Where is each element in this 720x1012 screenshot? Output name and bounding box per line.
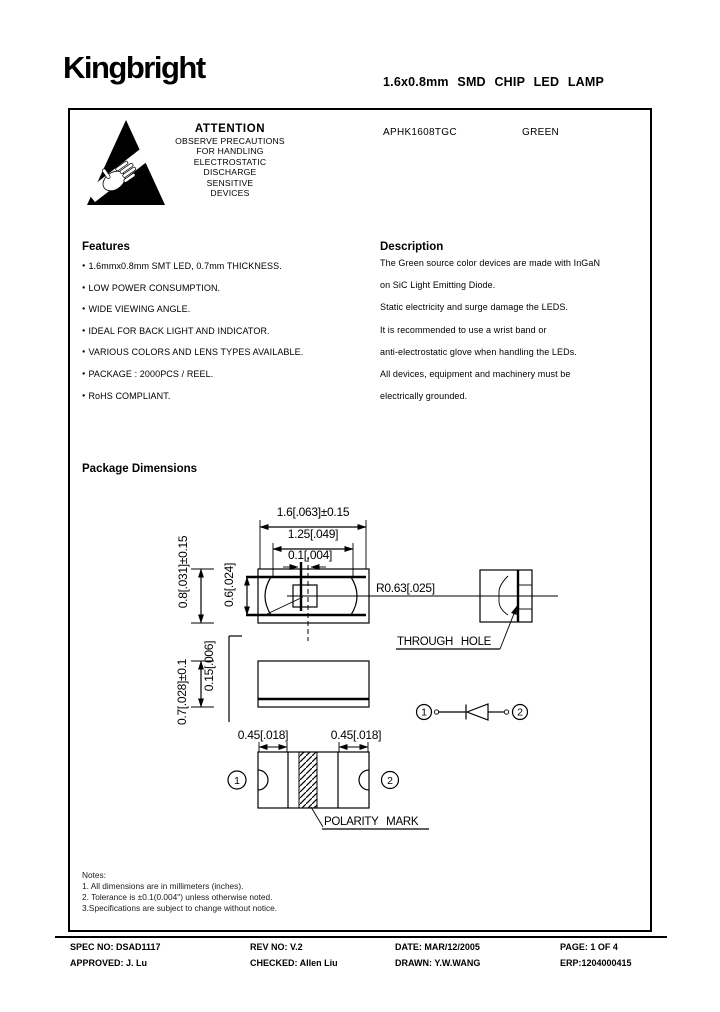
attention-line: ELECTROSTATIC [193,156,267,167]
attention-block [162,123,298,198]
pin2-label: 2 [387,775,393,787]
diode-pin2-label: 2 [517,706,523,719]
features-heading: Features [82,241,130,253]
feature-item: ● 1.6mmx0.8mm SMT LED, 0.7mm THICKNESS. [82,256,372,278]
footer-drawn: DRAWN: Y.W.WANG [395,958,481,968]
footer-divider [55,936,667,938]
feature-item: ● VARIOUS COLORS AND LENS TYPES AVAILABLE. [82,342,372,364]
polarity-hatch [299,752,317,808]
dim-inner-label: 0.6[.024] [222,562,236,608]
footer-date: DATE: MAR/12/2005 [395,942,480,952]
diode-schematic [417,704,528,720]
brand-logo: Kingbright [63,50,205,85]
dim-pad-left-label: 0.45[.018] [237,728,289,742]
features-list [82,256,372,407]
feature-item: ● WIDE VIEWING ANGLE. [82,299,372,321]
note-item: 2. Tolerance is ±0.1(0.004") unless otherwise noted. [82,892,273,902]
footer-rev-no: REV NO: V.2 [250,942,303,952]
description-line: It is recommended to use a wrist band or [380,324,547,335]
footer-erp: ERP:1204000415 [560,958,632,968]
bottom-view-drawing [228,752,429,829]
description-line: All devices, equipment and machinery must be [380,369,571,380]
description-line: on SiC Light Emitting Diode. [380,280,496,291]
through-hole-label: THROUGH HOLE [397,636,492,648]
package-dimensions-drawing [160,492,570,837]
description-text [380,252,645,407]
dim-thickness-label: 0.7[.028]±0.1 [175,658,189,726]
dim-pad-right-label: 0.45[.018] [330,728,382,742]
feature-item: ● IDEAL FOR BACK LIGHT AND INDICATOR. [82,321,372,343]
esd-warning-icon [84,117,168,209]
footer-page: PAGE: 1 OF 4 [560,942,618,952]
feature-item: ● LOW POWER CONSUMPTION. [82,278,372,300]
notes-heading: Notes: [82,870,106,880]
diode-pin1-label: 1 [421,706,427,719]
note-item: 3.Specifications are subject to change without notice. [82,903,278,913]
dim-gap-label: 0.1[.004] [287,548,333,562]
dim-width-label: 1.6[.063]±0.15 [276,505,350,519]
dim-radius-label: R0.63[.025] [376,581,435,595]
dim-lens-label: 1.25[.049] [287,527,339,541]
dim-layer-label: 0.15[.006] [202,640,216,692]
attention-line: FOR HANDLING [196,146,264,157]
attention-heading: ATTENTION [194,123,266,135]
part-color: GREEN [522,127,560,138]
package-dimensions-heading: Package Dimensions [82,463,198,475]
footer-spec-no: SPEC NO: DSAD1117 [70,942,161,952]
polarity-mark-label: POLARITY MARK [324,816,419,828]
description-line: The Green source color devices are made with InGaN [380,258,601,268]
part-number: APHK1608TGC [383,127,457,138]
description-line: Static electricity and surge damage the LEDS. [380,302,569,313]
feature-item: ● RoHS COMPLIANT. [82,386,372,408]
description-line: anti-electrostatic glove when handling the LEDs. [380,346,577,357]
description-line: electrically grounded. [380,391,468,402]
description-heading: Description [380,241,444,253]
top-view-drawing [176,505,558,641]
notes-block [82,870,277,914]
attention-line: OBSERVE PRECAUTIONS [175,136,285,146]
note-item: 1. All dimensions are in millimeters (inches). [82,881,244,891]
footer-approved: APPROVED: J. Lu [70,958,148,968]
feature-item: ● PACKAGE : 2000PCS / REEL. [82,364,372,386]
dim-height-label: 0.8[.031]±0.15 [176,535,190,609]
page-title: 1.6x0.8mm SMD CHIP LED LAMP [383,75,605,89]
attention-line: SENSITIVE [206,177,254,188]
footer-checked: CHECKED: Allen Liu [250,958,338,968]
diode-symbol [467,704,488,720]
pin1-label: 1 [234,775,240,787]
attention-line: DISCHARGE [203,167,257,178]
attention-line: DEVICES [210,188,250,199]
side-view-drawing [175,636,381,752]
